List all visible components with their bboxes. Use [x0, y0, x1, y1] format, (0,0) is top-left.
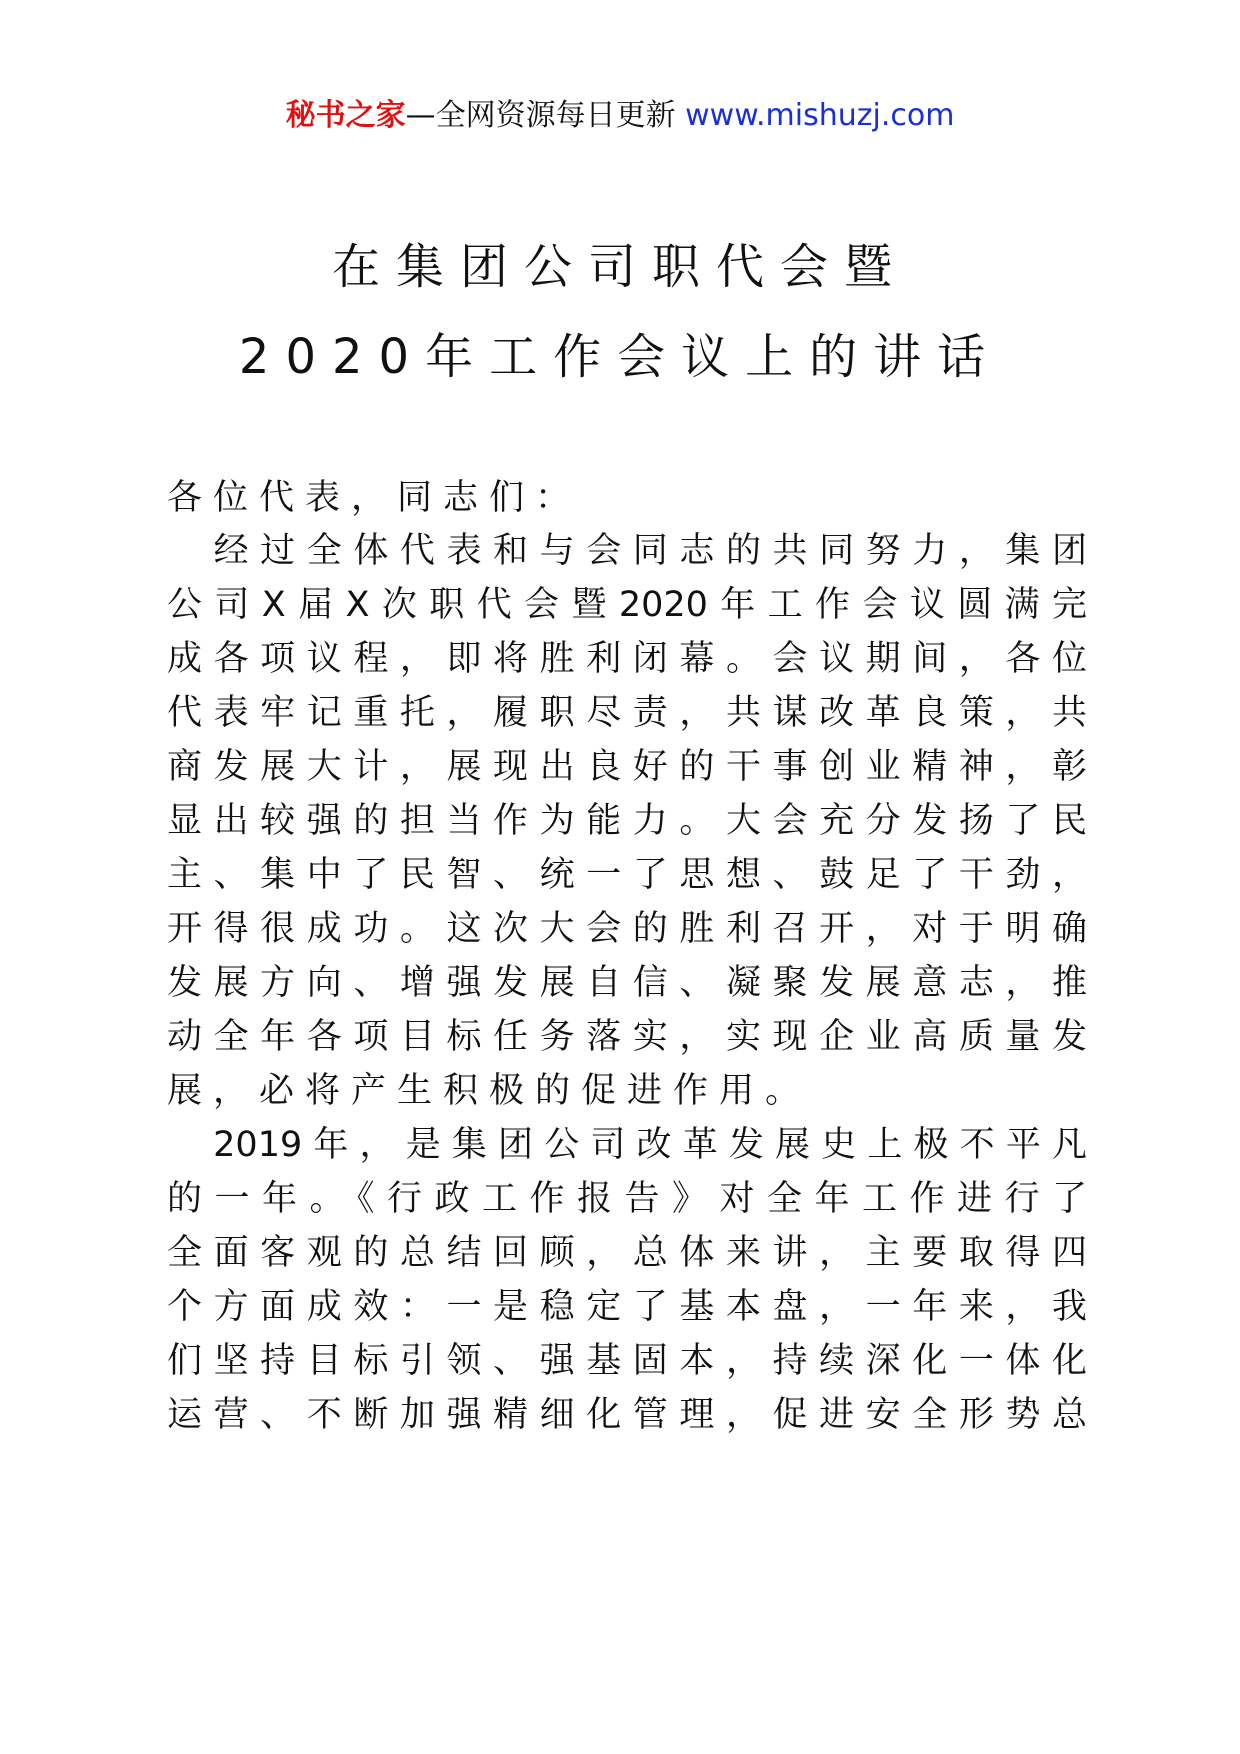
- document-title-line-2: 2020年工作会议上的讲话: [238, 329, 1002, 385]
- site-slogan: —全网资源每日更新: [405, 98, 676, 133]
- body-line: 动全年各项目标任务落实，实现企业高质量发: [167, 1017, 1087, 1057]
- body-line: 显出较强的担当作为能力。大会充分发扬了民: [167, 801, 1087, 841]
- body-line: 成各项议程，即将胜利闭幕。会议期间，各位: [167, 639, 1087, 679]
- body-line: 公司X届X次职代会暨2020年工作会议圆满完: [167, 585, 1087, 625]
- body-line: 发展方向、增强发展自信、凝聚发展意志，推: [167, 963, 1087, 1003]
- body-line: 商发展大计，展现出良好的干事创业精神，彰: [167, 747, 1087, 787]
- site-url-link[interactable]: www.mishuzj.com: [685, 98, 955, 133]
- body-line: 运营、不断加强精细化管理，促进安全形势总: [167, 1395, 1087, 1435]
- site-header: [0, 96, 1240, 136]
- body-line: 开得很成功。这次大会的胜利召开，对于明确: [167, 909, 1087, 949]
- body-line: 主、集中了民智、统一了思想、鼓足了干劲，: [167, 855, 1087, 895]
- body-line: 经过全体代表和与会同志的共同努力，集团: [167, 531, 1087, 571]
- body-line: 全面客观的总结回顾，总体来讲，主要取得四: [167, 1233, 1087, 1273]
- site-name: 秘书之家: [285, 98, 406, 133]
- body-line: 们坚持目标引领、强基固本，持续深化一体化: [167, 1341, 1087, 1381]
- body-line: 的一年。《行政工作报告》对全年工作进行了: [167, 1179, 1087, 1219]
- salutation: 各位代表，同志们：: [167, 478, 582, 518]
- body-line: 展，必将产生积极的促进作用。: [167, 1071, 812, 1111]
- body-line: 2019年，是集团公司改革发展史上极不平凡: [167, 1125, 1087, 1165]
- body-line: 代表牢记重托，履职尽责，共谋改革良策，共: [167, 693, 1087, 733]
- document-title-line-1: 在集团公司职代会暨: [331, 239, 908, 295]
- body-line: 个方面成效：一是稳定了基本盘，一年来，我: [167, 1287, 1087, 1327]
